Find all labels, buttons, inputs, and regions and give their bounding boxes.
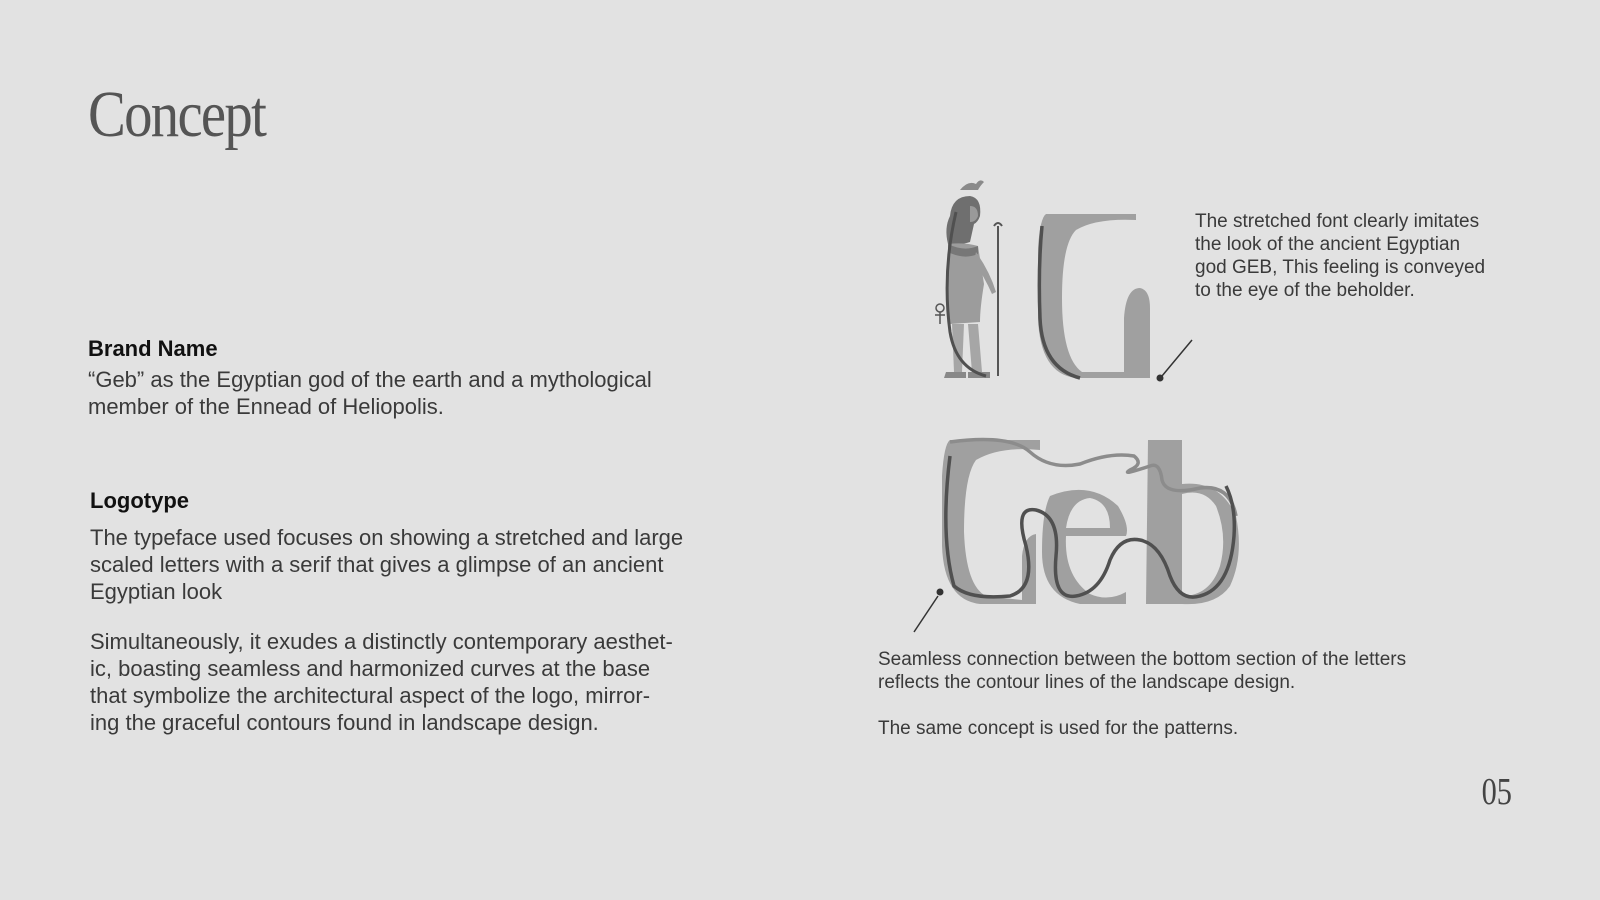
- logotype-paragraph-2: [90, 628, 673, 736]
- geb-logotype: [940, 436, 1270, 616]
- callout-bottom-pointer: [904, 586, 954, 638]
- logotype-paragraph-1: [90, 524, 683, 605]
- logotype-line: Egyptian look: [90, 579, 223, 604]
- callout-line: the look of the ancient Egyptian: [1195, 234, 1461, 255]
- callout-line: to the eye of the beholder.: [1195, 280, 1415, 301]
- logotype-line: that symbolize the architectural aspect of the logo, mirror-: [90, 683, 651, 708]
- callout-top-pointer: [1140, 336, 1200, 382]
- brand-name-heading: Brand Name: [88, 336, 218, 361]
- brand-name-text: [88, 366, 652, 420]
- callout-bottom-text: [878, 648, 1406, 740]
- logotype-line: scaled letters with a serif that gives a glimpse of an ancient: [90, 552, 664, 577]
- callout-line: god GEB, This feeling is conveyed: [1195, 257, 1486, 278]
- logotype-heading: Logotype: [90, 488, 189, 513]
- page-title: Concept: [88, 78, 266, 151]
- callout-line: reflects the contour lines of the landscape design.: [878, 672, 1296, 693]
- logotype-line: The typeface used focuses on showing a stretched and large: [90, 525, 684, 550]
- logotype-line: ing the graceful contours found in landscape design.: [90, 710, 599, 735]
- stretched-g-letter: [1036, 208, 1156, 384]
- brand-name-line: “Geb” as the Egyptian god of the earth and a mythological: [88, 367, 652, 392]
- callout-line: Seamless connection between the bottom section of the letters: [878, 649, 1407, 670]
- logotype-line: ic, boasting seamless and harmonized curves at the base: [90, 656, 651, 681]
- page-number: 05: [1481, 771, 1512, 813]
- brand-name-line: member of the Ennead of Heliopolis.: [88, 394, 444, 419]
- callout-line: The same concept is used for the patterns.: [878, 718, 1239, 739]
- logotype-line: Simultaneously, it exudes a distinctly contemporary aesthet-: [90, 629, 673, 654]
- geb-figure-illustration: [930, 172, 1020, 384]
- callout-top-text: [1195, 210, 1485, 302]
- callout-line: The stretched font clearly imitates: [1195, 211, 1480, 232]
